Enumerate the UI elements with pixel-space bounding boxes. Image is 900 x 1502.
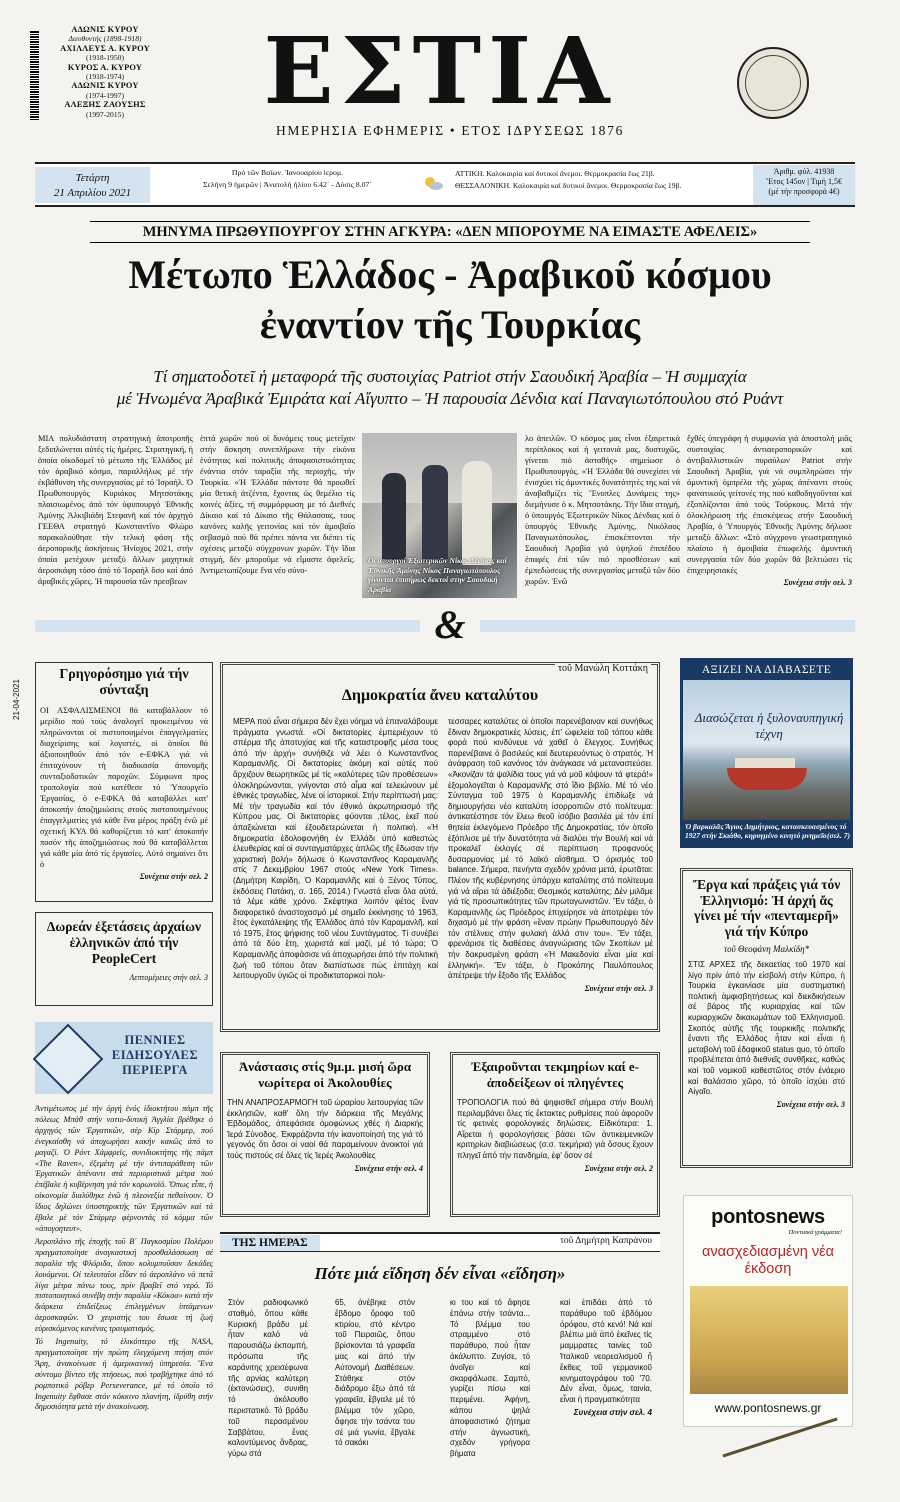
deck-line: Τί σηματοδοτεῖ ἡ μεταφορά τῆς συστοιχίας Patriot στήν Σαουδική Ἀραβία – Ἡ συμμαχία [153,367,747,386]
weather-thessaloniki: ΘΕΣΣΑΛΟΝΙΚΗ. Καλοκαιρία καί δυτικοί ἄνεμοι. Θερμοκρασία ἕως 19β. [455,181,682,190]
barcode [30,30,39,120]
article-text: τεσσαρες καταλύτες οἱ ὁποῖοι παρενέβαιναν καί συνήθως ἔδιναν δημοκρατικές λύσεις, ἐπ' ὠφελεία τοῦ τόπου κάθε φορά πού κινδύνευε νά χαθεῖ ὁ ἔλεγχος. Συνήθως παρενέβαινε ὁ βασιλεύς καί δευτερευόντως ὁ στρατός. Ἡ ἀνάφραση τοῦ κανόνος τόν ἀνάγκασε νά μεταναστεύσει. «Ἀκονίζαν τά ψαλίδια τους γιά νά μοῦ κόψουν τά φτερά!» ἐξομολογεῖται ὁ Καραμανλῆς στό ἴδιο βιβλίο. Μέ τό νέο Σύνταγμα τοῦ 1975 ὁ Καραμανλῆς ἐπιδίωξε νά δημιουργήσει νέο καταλύτη ἰσορροπιῶν στό πολίτευμα: ἀντικατέστησε τόν ἔλεω θεοῦ ἰσόβιο βασιλέα μέ τόν ἐπί θητεία ἐκλεγόμενο Πρόεδρο τῆς Δημοκρατίας, τόν ὁποῖο ἐξόπλισε μέ τήν δυνατότητα νά διαλύει τήν Βουλή καί νά προκαλεῖ ἐκλογές σέ περίπτωση προφανούς δυσαρμονίας μέ τό λαϊκό αἴσθημα. Ὁ ὁρισμός τοῦ balance. Σήμερα, πενήντα σχεδόν χρόνια μετά, ἐρωτᾶται: Πλέον τῆς κυβέρνησης ὑπάρχει καταλύτης στό πολίτευμα γιά νά αἴρει τά ἀδιέξοδα; Θεσμικός καταλύτης; Δέν μιλᾶμε γιά τίς προσωπικότητες τῶν πρωταγωνιστῶν. Ἔν τάξει, ὁ Καραμανλῆς ὡς Πρόεδρος ἐπιχείρησε νά ἀποτρέψει τόν διχασμό μέ τήν φράση «ἕναν πρώην Πρωθυπουργό δέν τόν στέλνεις στήν φυλακή ἀλλά στιν του». Ἔν τάξει, φρενάρισε τίς διαθέσεις ἀναγνώρισης τῶν Σκοπίων μέ τήν δακρυσμένη φράση «Ἡ Μακεδονία εἶναι μία καί ἑλληνική». Ἔν τάξει, ὁ Προκόπης Παυλόπουλος ἀπέτρεψε τήν ἔξοδο τῆς Ἑλλάδος [448,717,653,981]
date-box [35,167,150,203]
article-title[interactable]: Δωρεάν ἐξετάσεις ἀρχαίων ἑλληνικῶν ἀπό τήν PeopleCert [46,919,202,966]
image-overlay-title: Διασώζεται ἡ ξυλοναυπηγική τέχνη [694,710,844,741]
lead-column-1: ΜΙΑ πολυδιάστατη στρατηγική ἀποτροπῆς ξεδιπλώνεται αὐτές τίς ἡμέρες. Στρατηγική, ἡ ὁποία οἰκοδομεῖ τό μέτωπο τῆς Ἑλλάδος μέ τόν ἀραβικό κόσμο, παραλλήλως μέ τήν ἐκβάθυνση τῆς συνεργασίας μέ τό Ἰσραήλ. Ὁ Πρωθυπουργός Κυριάκος Μητσοτάκης πλαισιωμένος ἀπό τόν ὑφυπουργό Ἐθνικῆς Ἀμύνης Ἀλκιβιάδη Στεφανῆ καί τόν ἀρχηγό ΓΕΕΘΑ στρατηγό Κωνσταντῖνο Φλώρο παρακολούθησε τήν τελική φάση τῆς ἀεροπορικῆς ἀσκήσεως Ἡνίοχος 2021, στήν ὁποία μετέχουν μεταξύ ἄλλων μαχητικά ἀεροσκάφη τόσο ἀπό τό Ἰσραήλ ὅσο καί ἀπό ἀραβικές χῶρες. Ἡ παρουσία τῶν πρεσβεων [38,434,193,586]
pontosnews-ad[interactable] [683,1195,853,1427]
partly-sunny-icon [422,175,444,191]
founder-years: (1918-1950) [86,53,124,63]
ad-tagline: Ποντιακά γράμματα! [788,1229,842,1236]
deck-line: μέ Ἡνωμένα Ἀραβικά Ἐμιράτα καί Αἴγυπτο – Ἡ παρουσία Δένδια καί Παναγιωτόπουλου στό Ρυάντ [116,389,784,408]
article-column: κι του καί τό ἄφησε ἐπάνω στήν τσάντα... Τό βλέμμα του στραμμένο στό παράθυρο, πού ἦταν ἀκάλυπτο. Ζυγίσε, τό ἀνοῖγει καί σκαρφάλωσε. Σαμπό, γυρίζει πίσω καί περιμένει. Ἀφήνη, κάπου ψηλά ἀποφασιστικό ζήτημα στήν ἀγνωστική, σχεδόν γρήγορα βήματα [450,1298,530,1459]
lead-photo[interactable] [362,433,517,598]
article-text: ΣΤΙΣ ΑΡΧΕΣ τῆς δεκαετίας τοῦ 1970 καί λίγο πρίν ἀπό τήν εἰσβολή στήν Κύπρο, ἡ Τουρκία ἐγκαινίασε μία συστηματική πολιτική ἀμφισβητήσεως καί διεκδικήσεων σέ βάρος τῆς κυριαρχίας καί τῶν κυριαρχικῶν δικαιωμάτων τοῦ Ἑλληνισμοῦ. Σκοπός αὐτῆς τῆς τουρκικῆς πολιτικῆς ἔναντι τῆς Ἑλλάδος ἦταν καί εἶναι ἡ μεταβολή τοῦ ἐδαφικοῦ status quo, τό ὁποῖο προβλέπεται ἀπό διεθνεῖς συνθῆκες, καθώς καί τοῦ νομικοῦ καθεστῶτος στόν ἐνάεριο καί θαλάσσιο χῶρο, τό ὁποῖο ἰσχύει στό Αἰγαῖο. [688,960,845,1097]
founder-name: ΑΔΩΝΙΣ ΚΥΡΟΥ [71,81,139,91]
article-column [560,1298,652,1419]
lead-column-3: λο ἀπειλῶν. Ὁ κόσμος μας εἶναι ἐξαιρετικά περίπλοκος καί ἡ γειτονιά μας, δυστυχῶς, γίνεται πιό ἀσταθής» σημείωσε ὁ Πρωθυπουργός. «Ἡ Ἑλλάδα θά συνεχίσει νά ἐνισχύει τίς ἀμυντικές δυνατότητές της καί νά ἀναβαθμίζει τίς Ἔνοπλες Δυνάμεις της» διεμήνυσε ὁ κ. Μητσοτάκης. Τήν ἴδια στιγμή, ὁ ὑπουργός Ἐξωτερικῶν Νίκος Δένδιας καί ὁ ὑπουργός Ἐθνικῆς Ἀμύνης, Νικόλαος Παναγιωτόπουλος, ἐπισκέπτονται τήν Σαουδική Ἀραβία γιά ὑψηλοῦ ἐπιπέδου ἐπαφές ἐπί τῶν πιό προσθέσεων καί ἐμπεδώσεως τῆς συνεργασίας μεταξύ τῶν δύο χωρῶν. Ἐνῶ [525,434,680,586]
continued-link[interactable]: Συνέχεια στήν σελ. 3 [584,983,653,993]
lead-headline[interactable]: ἐναντίον τῆς Τουρκίας [259,302,641,347]
ad-promo: ανασχεδιασμένη νέα έκδοση [702,1244,834,1277]
weather-attica: ΑΤΤΙΚΗ. Καλοκαιρία καί δυτικοί ἄνεμοι. Θερμοκρασία ἕως 21β. [455,169,655,178]
continued-link[interactable]: Συνέχεια στήν σελ. 2 [139,872,208,881]
ad-brand: pontosnews [711,1206,825,1228]
issue-number: Ἀριθμ. φύλ. 41938 [773,167,835,176]
issue-info [753,165,855,205]
issue-price: Ἔτος 145ον | Τιμή 1,5€ [766,177,842,186]
article-resurrection[interactable] [220,1052,430,1217]
lead-column-4 [687,433,852,587]
continued-link[interactable]: Συνέχεια στήν σελ. 4 [573,1407,652,1417]
article-column [448,717,653,993]
column-of-the-day[interactable] [220,1232,660,1459]
photo-caption: Οἱ ὑπουργοί Ἐξωτερικῶν Νίκος Δένδιας καί Ἐθνικῆς Ἀμύνης Νίκος Παναγιωτόπουλος γίνονται ἐπισήμως δεκτοί στην Σαουδική Ἀραβία [368,556,507,594]
worth-title: ΑΞΙΖΕΙ ΝΑ ΔΙΑΒΑΣΕΤΕ [701,664,832,676]
ad-url[interactable]: www.pontosnews.gr [714,1401,822,1415]
article-title[interactable]: Ἐξαιροῦνται τεκμηρίων καί e-ἀποδείξεων οἱ πληγέντες [470,1059,640,1090]
pennies-notes [35,1104,213,1415]
founder-years: (1974-1997) [86,90,124,100]
weather [455,168,725,192]
article-title[interactable]: Ἔργα καί πράξεις γιά τόν Ἑλληνισμό: Ἡ ἀρχή ἄς γίνει μέ τήν «πενταμερῆ» γιά τήν Κύπρο [692,877,841,939]
article-title[interactable]: Δημοκρατία ἄνευ καταλύτου [341,687,539,704]
article-title[interactable]: Ἀνάστασις στίς 9μ.μ. μισή ὥρα νωρίτερα οἱ Ἀκολουθίες [238,1059,412,1090]
article-column: ΜΕΡΑ πού εἶναι σήμερα δέν ἔχει νόημα νά ἐπαναλάβουμε πράγματα γνωστά. «Οἱ δικτατορίες ἐμπεριέχουν τό σπέρμα τῆς ἀποτυχίας καί τῆς καταστροφῆς μέσα τους ἀπό τήν ἀρχή» συνήθιζε νά λέει ὁ Κωνσταντῖνος Καραμανλῆς. Οἱ δικτατορίες ἀκόμη καί αὐτές πού ἄρχιζουν θεωρητικῶς μέ τίς «καλύτερες τῶν προθέσεων» ὁλοκληρώνονται, γνίγονται στό αἷμα καί τελειώνουν μέ ἐθνικές τραγωδίες, λένε οἱ ἱστορικοί. Στήν περίπτωσή μας: Μέ τήν τραγωδία καί τόν ἐθνικό ἀκρωτηριασμό τῆς Κύπρου μας. Οἱ δικτατορίες φύονται ,τέλος, ἐκεῖ πού ἀπαξιώνεται καί ἐξουδετερώνεται ἡ πολιτική. «Ἡ δημοκρατία ἐδολοφονήθη ἐν Ἑλλάδι ὑπό καθεστώς ἐλευθερίας καί οἱ συνταγματάρχες ἁπλῶς τῆς ἔδωσαν τήν χαριστική βολή» δήλωσε ὁ Κωνσταντῖνος Καραμανλῆς στίς 7 Δεκεμβρίου 1967 στούς «New York Times». (Δημήτρη Καιρίδη, Ὁ Καραμανλῆς καί ὁ Ξένος Τύπος, ἐκδόσεις Πατάκη, σ. 165, 2014.) Γνωστά εἶναι ὅλα αὐτά, τά λέμε κάθε χρόνο. Σκέφτηκα λοιπόν φέτος ἕναν διαφορετικό ἀναστοχασμό μέ σημεῖο ἐκκίνησης τό 1963, ἔτος ἐγκατάλειψης τῆς Ἑλλάδος ἀπό τόν Καραμανλῆ, καί τό 1975, ἔτος ψήφισης τοῦ νέου Συντάγματος. Τί συνέβει ἀπό τά δύο ἔτη, χωριστά καί μαζί, μέ τό τώρα; Ὁ Καραμανλῆς ἀποφάσισε νά ἀποχωρήσει ἀπό τήν πολιτική ζωή τοῦ τόπου ὅταν διαπίστωσε πώς ἐπιτάχη καί λειτουργοῦν ὑγιῶς οἱ προδικτατορικοί πολι- [233,717,438,981]
article-column: 65, ἀνέβηκε στόν ἔβδομο ὄροφο τοῦ κτιρίου, στό κέντρο τοῦ Πειραιῶς, ὅπου βρίσκονται τά γραφεῖα μας καί ἀπό τήν Αὐτονομή Διαθέσεων. Στάθηκε στόν διάδρομο ἔξω ἀπό τά γραφεῖα, ἔβγαλε μέ τό βλέμμα τόν χῶρο, ἄφησε τήν τσάντα του σέ μιά γωνία, ἔβγαλε τό σακάκι [335,1298,415,1448]
byline: τοῦ Θεοφάνη Μαλκίδη* [723,944,810,954]
founder-name: ΑΔΩΝΙΣ ΚΥΡΟΥ [71,25,139,34]
note-item: Ἀντιμέτωπος μέ τήν ὀργή ἑνός ἰδιοκτήτου πάμπ τῆς πόλεως Μπάθ στήν νοτιο-δυτική Ἀγγλία βρέθηκε ὁ ἀρχηγός τῶν Ἐργατικῶν, σέρ Κίρ Στάρμερ, πού ἐνεγκαίσθη νά ἀποχωρήσει κακήν κακῶς ἀπό το μαγαζί. Ὁ Ρόντ Χάμφρεϊς, συνιδιοκτήτης τῆς πάμπ «The Raven», ἐξεμέτη μέ τήν ἀντιπαράθεση τῶν Ἐργατικῶν ἀπέναντι στά περιοριστικά μέτρα πού ἐπέβαλε ἡ κυβέρνηση γιά τόν κορωνοϊό. Ὅπως εἶπε, ἡ οἰκονομία διαλύθηκε ἐνῶ ἡ πλεονεξία πεθαίνουν. Ὁ ἴδιος δηλώνει ὑποστηρικτής τῶν Ἐργατικῶν καί τά ἔβαλε μέ τόν Στάρμερ φέρνοντάς τό κόμμα τῶν «ἀπογοητευτ». [35,1104,213,1233]
side-date: 21-04-2021 [12,679,21,720]
founder-name: ΚΥΡΟΣ Α. ΚΥΡΟΥ [67,62,143,72]
article-text: ΤΡΟΠΟΛΟΓΙΑ πού θά ψηφισθεῖ σήμερα στήν Βουλή περιλαμβάνει ὅλες τίς ἔκτακτες ρυθμίσεις πού ἀφοροῦν τίς φετινές φορολογικές δηλώσεις. Εἰδικότερα: 1. Αἴρεται ἡ φορολογήσεις βάσει τῶν ἀντικειμενικῶν κριτηρίων διαβιώσεως (σ.σ. τεκμήρια) γιά ὅσους ἔχουν πληγεῖ ἀπό τήν πανδημία, ἐφ' ὅσον σέ [457,1098,653,1160]
article-exams[interactable] [35,912,213,1006]
article-text: ΤΗΝ ΑΝΑΠΡΟΣΑΡΜΟΓΗ τοῦ ὡραρίου λειτουργίας τῶν ἐκκλησιῶν, καθ' ὅλη τήν διάρκεια τῆς Μεγάλης Ἑβδομάδος, ἀπεφάσισε ὁμοφώνως χθές ἡ Διαρκής Ἱερά Σύνοδος. Ἐκφράζοντα τήν ἱκανοποίησή της γιά τό γεγονός ὅτι ὅσοι οἱ ναοί θά παραμείνουν ἀνοικτοί γιά τούς πιστούς σέ ὅλες τίς Ἱερές Ἀκολουθίες [227,1098,423,1160]
newspaper-logo[interactable]: ΕΣΤΙΑ [263,17,617,125]
masthead-subtitle: ΗΜΕΡΗΣΙΑ ΕΦΗΜΕΡΙΣ • ΕΤΟΣ ΙΔΡΥΣΕΩΣ 1876 [275,123,625,138]
byline: τοῦ Δημήτρη Καπράνου [560,1236,652,1246]
seal-icon [737,47,809,119]
lead-kicker: ΜΗΝΥΜΑ ΠΡΩΘΥΠΟΥΡΓΟΥ ΣΤΗΝ ΑΓΚΥΡΑ: «ΔΕΝ ΜΠΟΡΟΥΜΕ ΝΑ ΕΙΜΑΣΤΕ ΑΦΕΛΕΙΣ» [90,221,810,243]
details-link[interactable]: Λεπτομέρειες στήν σελ. 3 [129,973,208,982]
info-bar [35,162,855,207]
page-ref[interactable]: (σελ. 7) [827,831,850,840]
lead-headline[interactable]: Μέτωπο Ἑλλάδος - Ἀραβικοῦ κόσμου [128,252,772,297]
pennies-box [35,1022,213,1094]
weekday: Τετάρτη [75,172,110,184]
article-title[interactable]: Πότε μιά εἴδηση δέν εἶναι «εἴδηση» [314,1264,566,1283]
lead-deck [55,366,845,410]
date: 21 Απριλίου 2021 [53,187,132,199]
ampersand-ornament: & [420,603,480,647]
article-text: ΟΙ ΑΣΦΑΛΙΣΜΕΝΟΙ θά καταβάλλουν τό μερίδιο πού τούς ἀναλογεῖ προκειμένου νά πληρώνονται οἱ πιστοποιημένοι ἐπαγγελματίες διαχείρισης καί λογιστές, οἱ ὁποῖοι θά ἀξιοποιηθοῦν ἀπό τόν e-ΕΦΚΑ γιά νά ἐπιταχύνουν τή διαδικασία ἀπονομῆς συνταξιοδοτικῶν παροχῶν. Σύμφωνα προς τροπολογία πού κατέθεσε τό Ὑπουργεῖο Ἐργασίας, ὁ e-ΕΦΚΑ θά καταβάλλει κατ' ἀποκοπήν ἀποζημιώσεις στούς πιστοποιημένους ἐπαγγελματίες γιά κάθε ἕνα μέρος πράξη ἐνῶ μέ σχετική ΚΥΑ θά καθορίζεται τό κατ' ἀποκοπήν ποσόν τῆς ἀποζημιώσεως πού θά καταβάλλεται γιά κάθε μία ἀπό τίς ἐργασίες. Αὐτό σημαίνει ὅτι ὁ [40,706,208,869]
founder-years: Διευθυντής (1898-1918) [68,34,142,44]
article-text: καί ἐπιδάει ἀπό τό παράθυρο τοῦ ἑβδόμου ὀρόφου, στό κενό! Νά καί βλέπω μιά ἀπό ἐκεῖνες τίς μαμμρατες ταινίες τοῦ Ἰταλικοῦ νεορεαλισμοῦ ἤ ἕκθεις τοῦ γερμανικοῦ κινηματογράφου τοῦ '70. Δέν εἶναι, ὅμως, ταινία, εἶναι ἡ πραγματικότητα [560,1298,652,1405]
opinion-article[interactable] [220,662,660,1032]
pennies-title: ΠΕΝΝΙΕΣ ΕΙΔΗΣΟΥΛΕΣ ΠΕΡΙΕΡΓΑ [111,1033,199,1077]
note-item: Τό Ingenuity, τό ἑλικόπτερο τῆς NASA, πραγματοποίησε τήν πρώτη ἐλεγχόμενη πτήση στόν Ἄρη, ἀνακοίνωσε ἡ ἀμερικανική ὑπηρεσία. Ἕνα σύντομο βίντεο τῆς πτήσεως, πού τραβήχτηκε ἀπό τό ρομποτικό ρόβερ Perseverance, μέ τό ὁποῖο τό Ingenuity ἔφθασε στόν κόκκινο πλανήτη, ἱδρύθη στήν δημοσιότητα μετά τήν ἀνακοίνωση. [35,1337,213,1412]
article-title[interactable]: Γρηγορόσημο γιά τήν σύνταξη [59,667,189,698]
continued-link[interactable]: Συνέχεια στήν σελ. 2 [584,1163,653,1173]
founder-years: (1918-1974) [86,72,124,82]
image-caption [685,822,850,840]
almanac [180,167,395,191]
lead-column-text: ἔχθές ὑπεγράφη ἡ συμφωνία γιά ἀποστολή μιᾶς συστοιχίας ἀντιαεροπορικῶν καί ἀντιβαλλιστικῶν πυραύλων Patriot στήν Σαουδική Ἀραβία, γιά νά συμπληρώσει τήν ἀμυντική ὀμπρέλα τῆς χώρας ἀπέναντι στούς φανατικούς γείτονές της πού καθοδηγοῦνται καί ἐξοπλίζονται ἀπό τούς Τούρκους. Μετά τήν ὁλοκλήρωση τῆς ἐπισκέψεως στήν Σαουδική Ἀραβία, ὁ Ὑπουργός Ἐθνικῆς Ἀμύνης δήλωσε μεταξύ ἄλλων: «Στό σύγχρονο γεωστρατηγικό πλαίσιο ἡ ἀμοιβαία ἐπωφελής ἀμυντική συνεργασία τῶν δύο χωρῶν θά βελτιώσει τίς ἐπιχειρησιακές [687,434,852,575]
byline: τοῦ Μανώλη Κοττάκη [555,663,651,674]
boat-image[interactable] [683,680,850,820]
note-item: Ἀεροπλάνο τῆς ἐποχῆς τοῦ Β΄ Παγκοσμίου Πολέμου πραγματοποίησε ἀναγκαστική προσθαλάσσωση σέ παραλία τῆς Φλόριδα, ὅπου κολυμποῦσαν δεκάδες λουόμενοι. Οἱ τελευταῖοι εἶδαν τό ἀεροπλάνο νά πετᾶ λίγα μέτρα πάνω τους, πρίν βραβεῖ στό νερό. Τό πιστοποιητικό συνέβη στήν παραλία «Κόκοα» κατά τήν διάρκεια ἐπιδείξεως ἐπιλεγμένων ἱπτάμενων ἀεροσκαφῶν. Ὁ χειριστής του ἔσωσε τή ζωή εὑρισκόμενος κανένας τραυματισμός. [35,1236,213,1334]
continued-link[interactable]: Συνέχεια στήν σελ. 4 [354,1163,423,1173]
continued-link[interactable]: Συνέχεια στήν σελ. 3 [776,1099,845,1109]
article-column: Στόν ραδιοφωνικό σταθμό, ὅπου κάθε Κυριακή βράδυ μέ ἦταν καλό νά παρουσιάζω ἐκπομπή, πρόσωπα τῆς καράνιτης χρεισέφωνα τῆς αρνίας καλύτερη (ἐκτονώσεις), συνιθη τό ἀκόλουθο περιστατικό. Τό βράδυ τοῦ περασμένου Σαββάτου, ἕνας καλοντύμενος ἄνδρας, γύρω στά [228,1298,308,1459]
column-label: ΤΗΣ ΗΜΕΡΑΣ [220,1235,320,1251]
continued-link[interactable]: Συνέχεια στήν σελ. 3 [783,578,852,587]
article-tax[interactable] [450,1052,660,1217]
founder-name: ΑΧΙΛΛΕΥΣ Α. ΚΥΡΟΥ [60,43,150,53]
lead-column-2: ἑπτά χωρῶν πού οἱ δυνάμεις τους μετεῖχαν στήν ἄσκηση συνεπλήρωνε τήν εἰκόνα ἑνότητας καί πολιτικῆς ἀποφασιστικότητας ἐνάντια στόν ταραξία τῆς περιοχῆς, τήν Τουρκία. «Ἡ Ἑλλάδα πάντοτε θά προωθεῖ μία θετική ἀτζέντα, ἔχοντας ὡς θεμέλιο τίς κοινές ἀξίες, τή συμμόρφωση με τό Διεθνές Δίκαιο καί τό Δίκαιο τῆς Θάλασσας, τους κανόνες καλῆς γειτονίας καί τόν ἀμοιβαῖο σεβασμό πού θά πρέπει πάντα να διέπει τίς σχέσεις μεταξύ σύγχρονων χωρῶν. Τήν ἴδια στιγμή, δέν μποροῦμε νά εἴμαστε ἀφελεῖς. Ἀντιμετωπίζουμε ἕνα νέο σύνο- [200,434,355,575]
column-header [220,1232,660,1252]
article-pension[interactable] [35,662,213,902]
founders-list [40,25,170,119]
ornament-icon [33,1024,104,1095]
founder-name: ΑΛΕΞΗΣ ΖΑΟΥΣΗΣ [64,100,146,110]
founder-years: (1997-2015) [86,109,124,119]
almanac-line: Σελήνη 9 ἡμερῶν | Ἀνατολή ἡλίου 6.42΄ - Δύσις 8.07΄ [203,180,372,189]
almanac-line: Πρό τῶν Βαϊων. Ἰανουαρίου ἱερομ. [231,168,344,177]
article-cyprus[interactable] [680,868,853,1168]
worth-reading-box[interactable] [680,658,853,848]
issue-offer: (μέ τήν προσφορά 4€) [768,187,840,196]
caption-text: Ὁ βαρκαλᾶς Ἅγιος Δημήτριος, κατασκευασμένος τό 1927 στήν Σκιάθο, κηρυγμένο κινητό μνημεῖο [685,822,847,840]
ad-image [690,1286,848,1394]
